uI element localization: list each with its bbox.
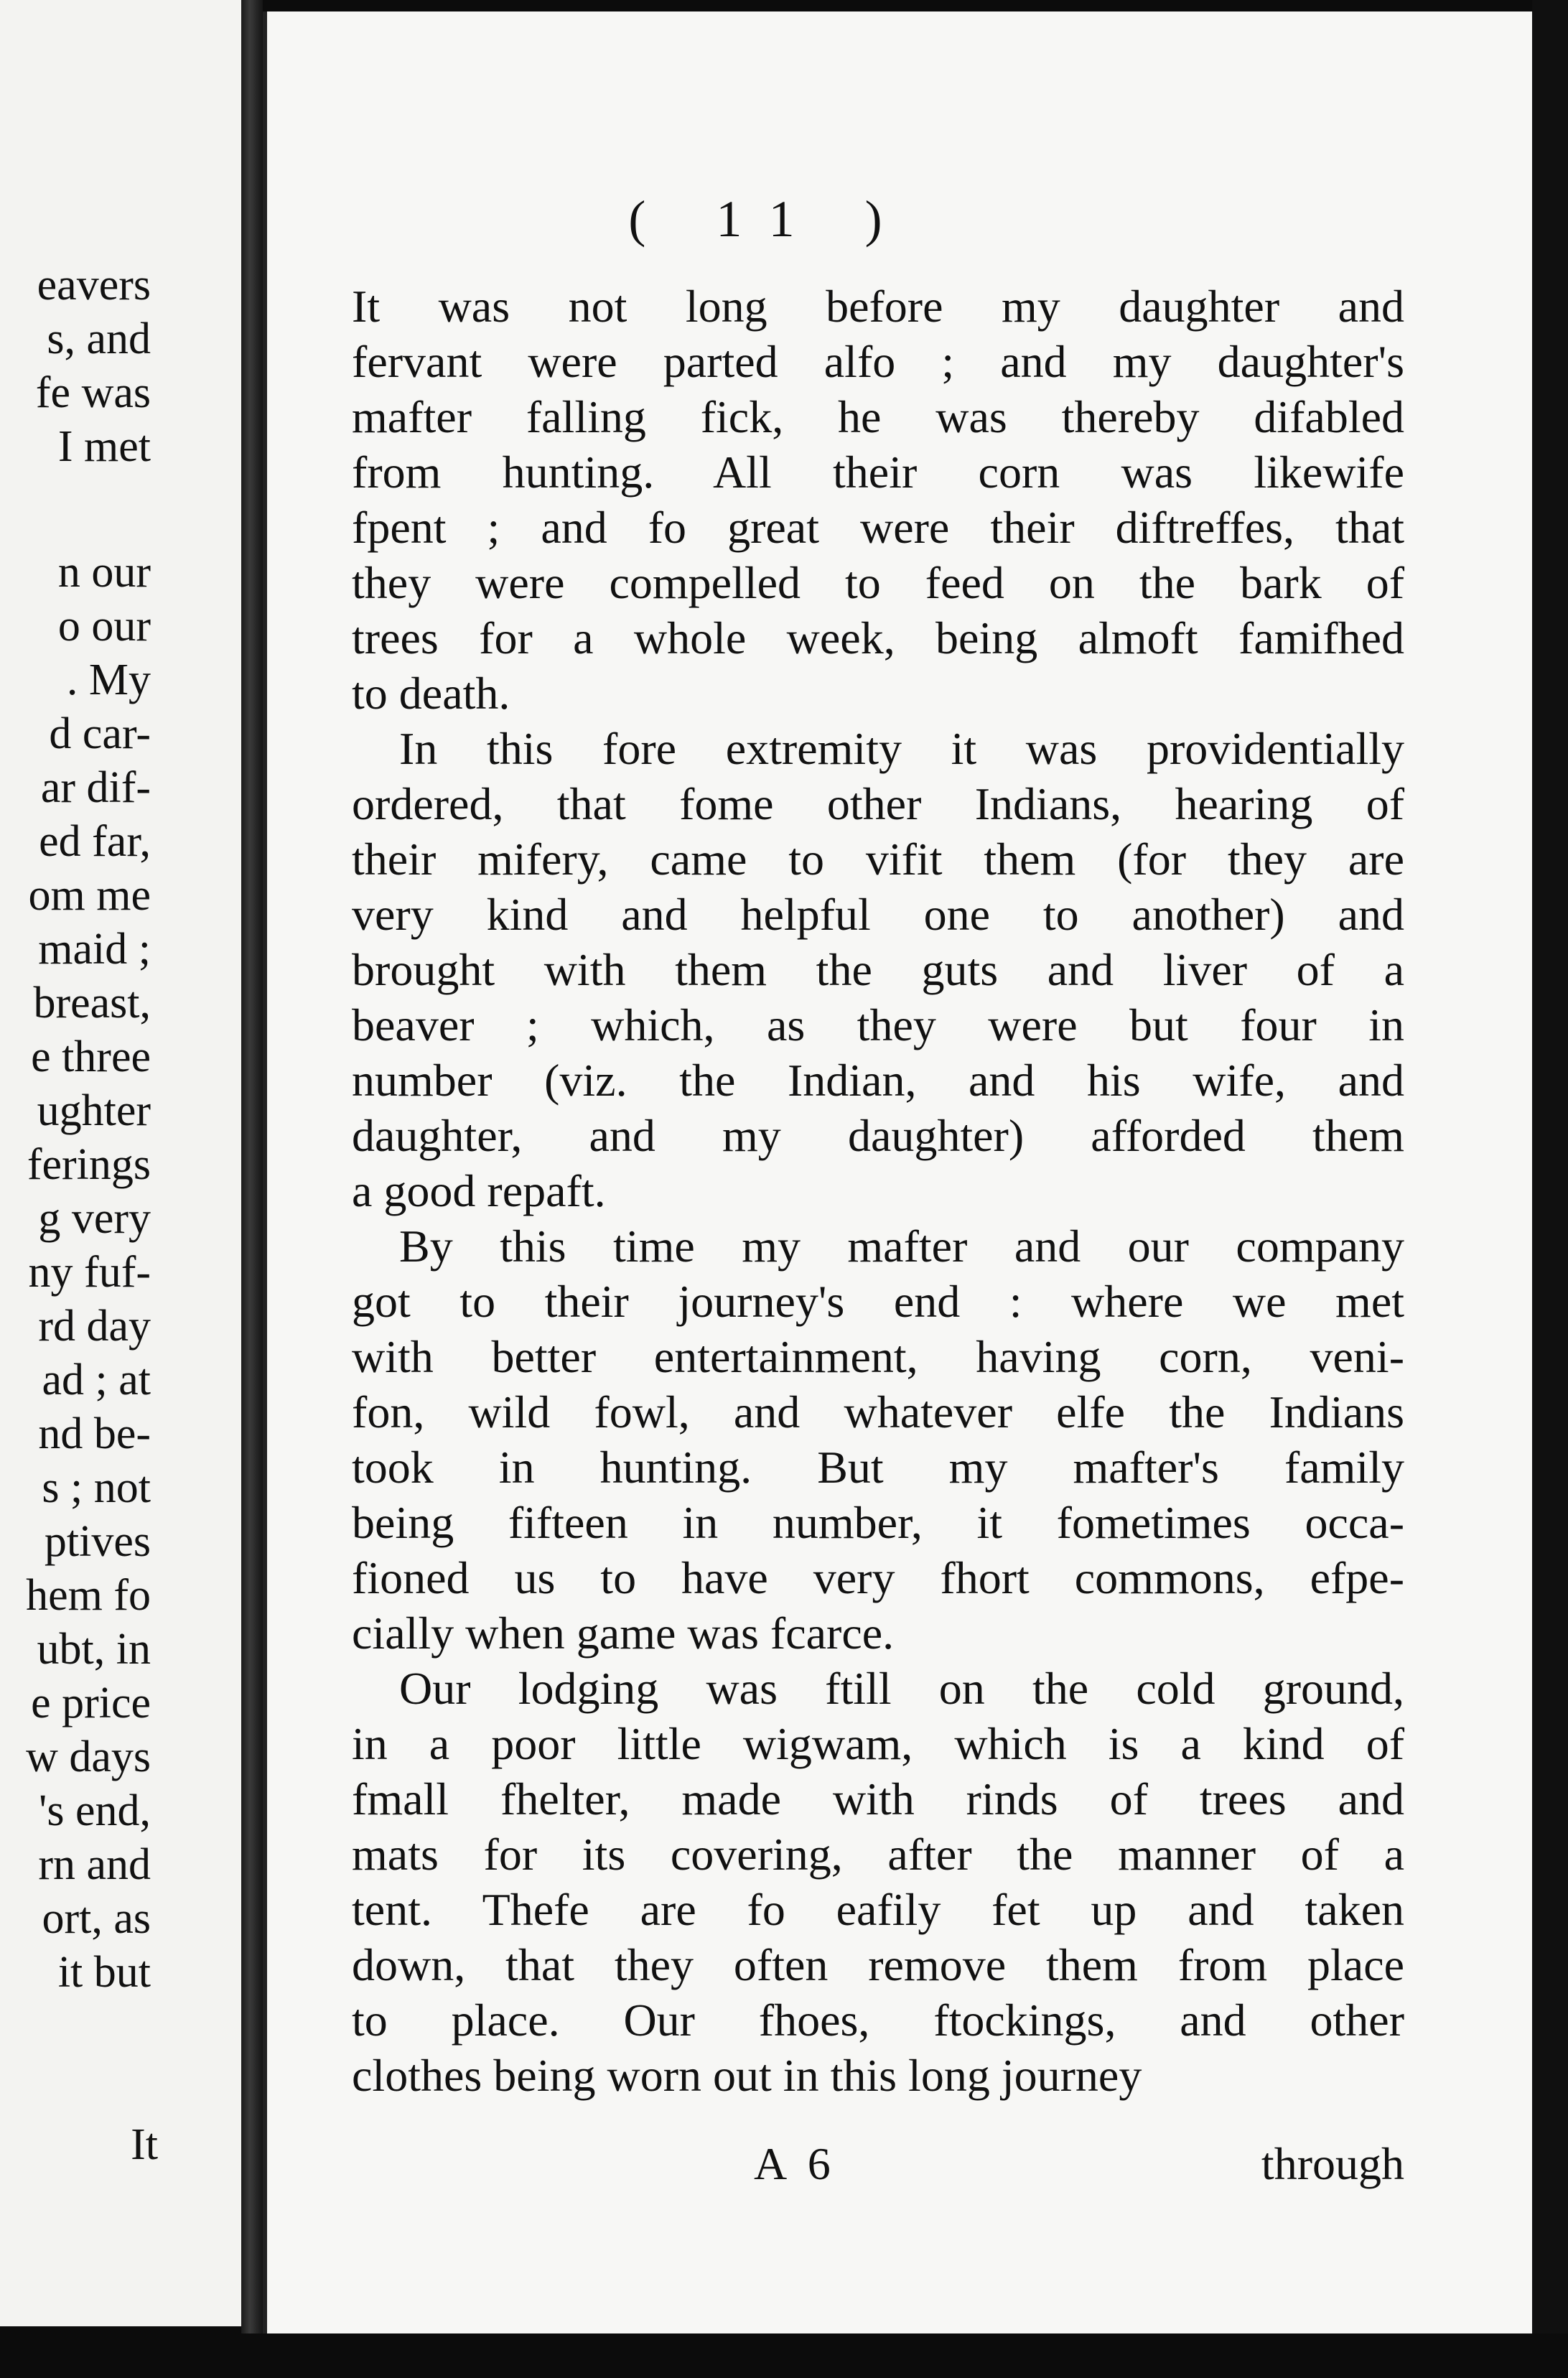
left-page-line: ptives [44, 1517, 151, 1566]
left-page-line: ed far, [39, 817, 151, 866]
text-line: clothes being worn out in this long journey [352, 2050, 1142, 2101]
text-line: in a poor little wigwam, which is a kind of [352, 1718, 1404, 1769]
book-gutter [241, 0, 263, 2378]
body-text [352, 279, 1404, 2103]
left-page-line: g very [38, 1194, 151, 1243]
left-page-fragment [0, 0, 241, 2326]
text-line: with better entertainment, having corn, veni- [352, 1331, 1404, 1382]
left-page-line: ad ; at [42, 1356, 151, 1404]
left-page-line: fe was [35, 368, 151, 417]
text-line: to death. [352, 668, 510, 719]
text-line: tent. Thefe are fo eafily fet up and taken [352, 1884, 1404, 1935]
text-line: It was not long before my daughter and [352, 281, 1404, 332]
catchword: through [1261, 2138, 1404, 2189]
text-line: got to their journey's end : where we met [352, 1276, 1404, 1327]
left-page-line: 's end, [39, 1786, 151, 1835]
text-line: beaver ; which, as they were but four in [352, 999, 1404, 1050]
text-line: mafter falling fick, he was thereby difabled [352, 391, 1404, 442]
text-line: they were compelled to feed on the bark of [352, 557, 1404, 608]
text-line: trees for a whole week, being almoft famifhed [352, 612, 1404, 663]
left-page-line: d car- [49, 709, 151, 758]
left-page-line: ar dif- [40, 763, 151, 812]
left-page-line: breast, [33, 979, 151, 1027]
text-line: took in hunting. But my mafter's family [352, 1442, 1404, 1493]
text-line: fpent ; and fo great were their diftreffes, that [352, 502, 1404, 553]
left-page-line: e price [31, 1679, 151, 1727]
text-line: fervant were parted alfo ; and my daughter's [352, 336, 1404, 387]
text-line: from hunting. All their corn was likewife [352, 447, 1404, 498]
left-page-line: maid ; [38, 925, 151, 974]
scan-edge-right [1532, 0, 1568, 2378]
text-line: brought with them the guts and liver of a [352, 944, 1404, 995]
text-line: daughter, and my daughter) afforded them [352, 1110, 1404, 1161]
left-page-line: o our [57, 602, 151, 651]
left-page-line: w days [26, 1733, 151, 1781]
text-line: fioned us to have very fhort commons, efpe- [352, 1552, 1404, 1603]
page-number: ( 11 ) [628, 190, 911, 248]
text-line: to place. Our fhoes, ftockings, and other [352, 1995, 1404, 2046]
left-page-catchword: It [131, 2120, 158, 2169]
left-page-line: eavers [37, 261, 151, 309]
left-page-line: . My [66, 656, 151, 704]
text-line: cially when game was fcarce. [352, 1608, 895, 1659]
left-page-line: s, and [47, 314, 151, 363]
text-line: their mifery, came to vifit them (for they are [352, 834, 1404, 885]
text-line: Our lodging was ftill on the cold ground, [399, 1663, 1404, 1714]
left-page-line: hem fo [26, 1571, 151, 1620]
left-page-line: ny fuf- [28, 1248, 151, 1297]
left-page-line: ughter [37, 1086, 151, 1135]
text-line: a good repaft. [352, 1165, 606, 1216]
text-line: By this time my mafter and our company [399, 1221, 1404, 1272]
text-line: In this fore extremity it was providentially [399, 723, 1404, 774]
left-page-line: s ; not [42, 1463, 151, 1512]
left-page-line: ort, as [42, 1894, 151, 1943]
left-page-line: om me [28, 871, 151, 920]
text-line: very kind and helpful one to another) and [352, 889, 1404, 940]
left-page-line: ferings [27, 1140, 151, 1189]
signature-mark: A 6 [754, 2138, 836, 2189]
left-page-line: it but [57, 1948, 151, 1997]
text-line: ordered, that fome other Indians, hearing of [352, 778, 1404, 829]
right-page [263, 11, 1536, 2333]
text-line: fmall fhelter, made with rinds of trees and [352, 1773, 1404, 1824]
text-line: mats for its covering, after the manner of a [352, 1829, 1404, 1880]
left-page-line: rn and [38, 1840, 151, 1889]
text-line: number (viz. the Indian, and his wife, and [352, 1055, 1404, 1106]
text-line: down, that they often remove them from place [352, 1939, 1404, 1990]
scan-edge-bottom [0, 2333, 1568, 2378]
left-page-line: e three [31, 1032, 151, 1081]
page-footer [352, 2135, 1404, 2193]
text-line: being fifteen in number, it fometimes occa- [352, 1497, 1404, 1548]
text-line: fon, wild fowl, and whatever elfe the Indians [352, 1386, 1404, 1437]
left-page-line: nd be- [38, 1409, 151, 1458]
left-page-line: ubt, in [37, 1625, 151, 1674]
left-page-line: rd day [38, 1302, 151, 1351]
left-page-line: I met [57, 422, 151, 471]
left-page-line: n our [57, 548, 151, 597]
